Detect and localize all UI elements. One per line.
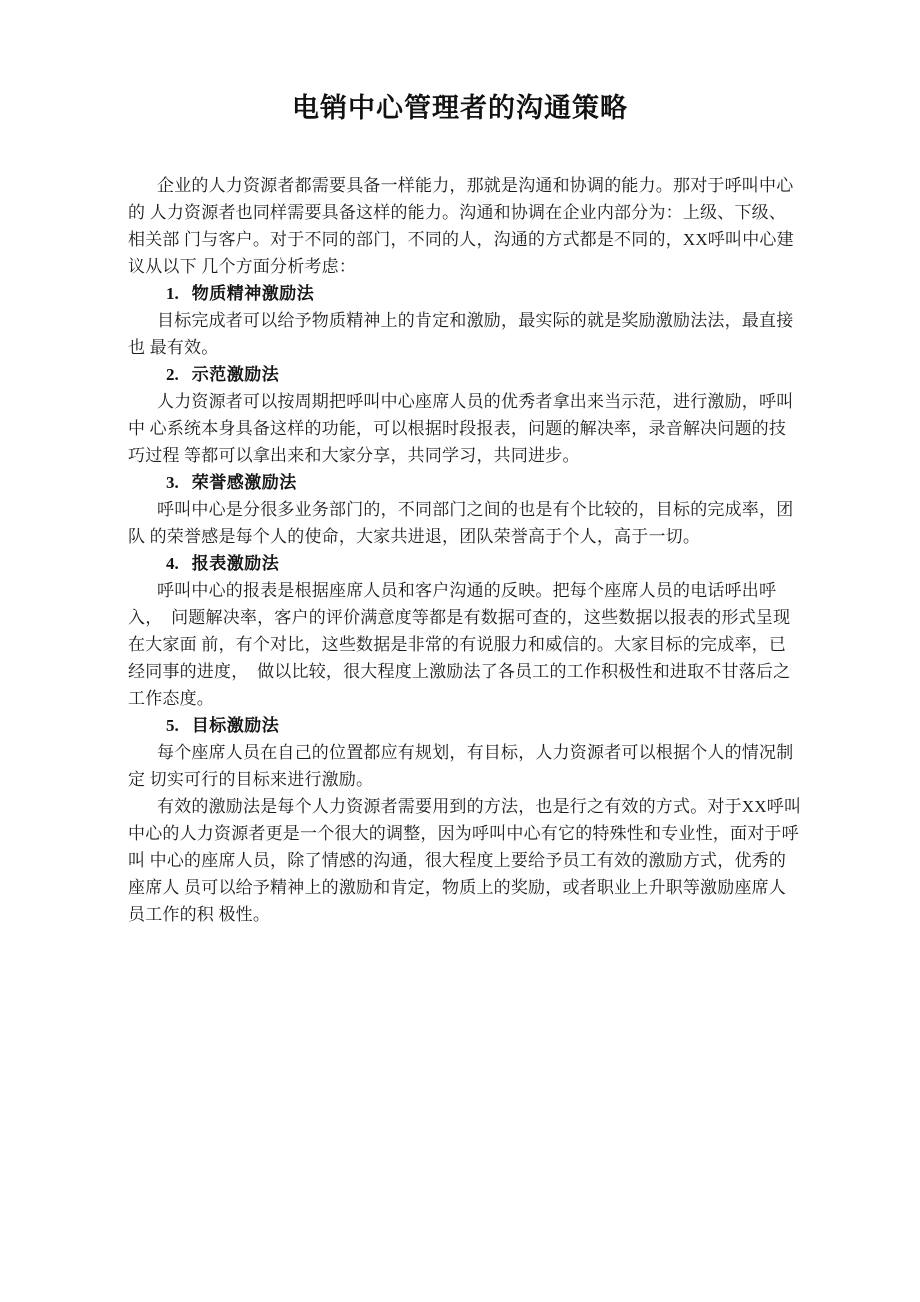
section-label: 荣誉感激励法 [191, 473, 297, 492]
section-heading [128, 712, 792, 739]
section-label: 目标激励法 [191, 716, 280, 735]
text-line: 每个座席人员在自己的位置都应有规划，有目标，人力资源者可以根据个人的情况制 [157, 743, 794, 762]
section-heading [128, 550, 792, 577]
section-number: 4. [166, 554, 179, 573]
section-number: 2. [166, 365, 179, 384]
text-line: 员工作的积 极性。 [128, 905, 271, 924]
text-line: 呼叫中心是分很多业务部门的，不同部门之间的也是有个比较的，目标的完成率，团 [157, 500, 794, 519]
section-heading [128, 280, 792, 307]
text-line: 叫 中心的座席人员，除了情感的沟通，很大程度上要给予员工有效的激励方式，优秀的 [128, 851, 787, 870]
section-label: 报表激励法 [191, 554, 280, 573]
text-line: 有效的激励法是每个人力资源者需要用到的方法，也是行之有效的方式。对于XX呼叫 [157, 797, 802, 816]
text-line: 相关部 门与客户。对于不同的部门，不同的人，沟通的方式都是不同的，XX呼叫中心建 [128, 230, 794, 249]
document-body [128, 172, 802, 928]
text-line: 工作态度。 [128, 689, 214, 708]
section-label: 示范激励法 [191, 365, 280, 384]
text-line: 中 心系统本身具备这样的功能，可以根据时段报表，问题的解决率，录音解决问题的技 [128, 419, 787, 438]
section-heading [128, 361, 792, 388]
section-number: 1. [166, 284, 179, 303]
section-number: 5. [166, 716, 179, 735]
document-title: 电销中心管理者的沟通策略 [292, 93, 628, 123]
text-line: 巧过程 等都可以拿出来和大家分享，共同学习，共同进步。 [128, 446, 580, 465]
text-line: 定 切实可行的目标来进行激励。 [128, 770, 374, 789]
text-line: 的 人力资源者也同样需要具备这样的能力。沟通和协调在企业内部分为：上级、下级、 [128, 203, 787, 222]
section-number: 3. [166, 473, 179, 492]
text-line: 中心的人力资源者更是一个很大的调整，因为呼叫中心有它的特殊性和专业性，面对于呼 [128, 824, 799, 843]
text-line: 企业的人力资源者都需要具备一样能力，那就是沟通和协调的能力。那对于呼叫中心 [157, 176, 794, 195]
text-line: 也 最有效。 [128, 338, 219, 357]
text-line: 议从以下 几个方面分析考虑： [128, 257, 357, 276]
text-line: 目标完成者可以给予物质精神上的肯定和激励，最实际的就是奖励激励法法，最直接 [157, 311, 794, 330]
text-line: 人力资源者可以按周期把呼叫中心座席人员的优秀者拿出来当示范，进行激励，呼叫 [157, 392, 794, 411]
section-label: 物质精神激励法 [191, 284, 315, 303]
text-line: 座席人 员可以给予精神上的激励和肯定，物质上的奖励，或者职业上升职等激励座席人 [128, 878, 787, 897]
text-line: 队 的荣誉感是每个人的使命，大家共进退，团队荣誉高于个人，高于一切。 [128, 527, 701, 546]
text-line: 经同事的进度， 做以比较，很大程度上激励法了各员工的工作积极性和进取不甘落后之 [128, 662, 791, 681]
text-line: 在大家面 前，有个对比，这些数据是非常的有说服力和威信的。大家目标的完成率，已 [128, 635, 787, 654]
text-line: 入， 问题解决率，客户的评价满意度等都是有数据可查的，这些数据以报表的形式呈现 [128, 608, 791, 627]
text-line: 呼叫中心的报表是根据座席人员和客户沟通的反映。把每个座席人员的电话呼出呼 [157, 581, 777, 600]
section-heading [128, 469, 792, 496]
